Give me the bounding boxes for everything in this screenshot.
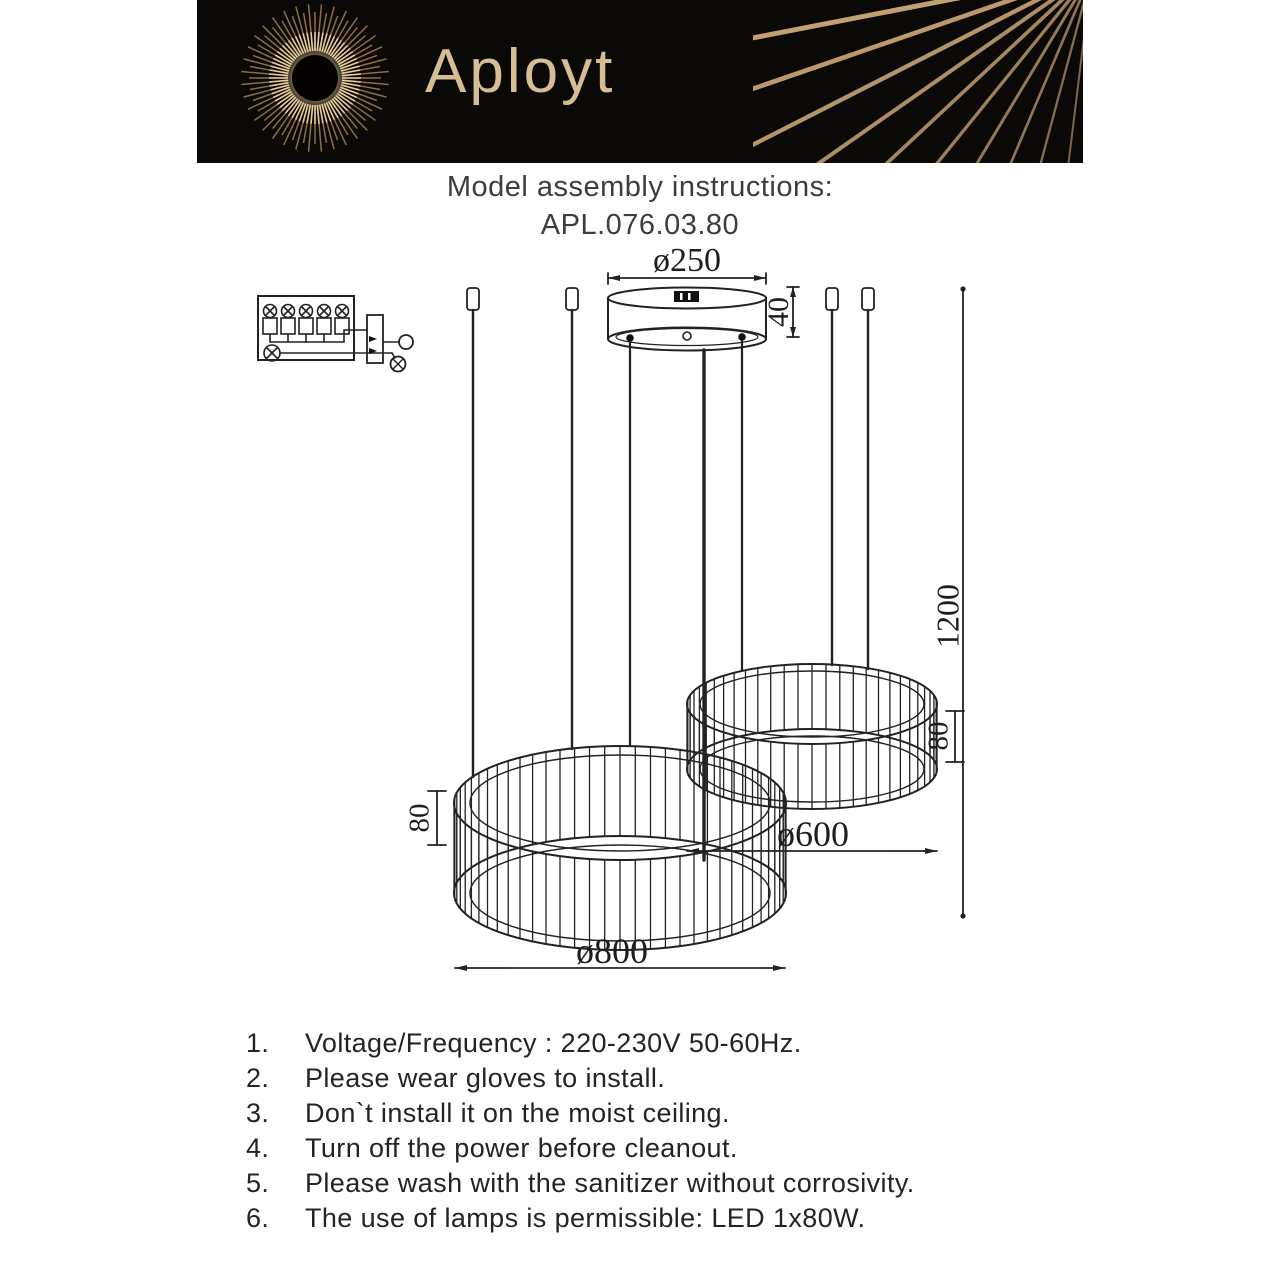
instructions-list	[0, 1026, 1280, 1236]
instruction-text: The use of lamps is permissible: LED 1x80W.	[305, 1203, 866, 1233]
model-number: APL.076.03.80	[540, 209, 740, 241]
page-title: Model assembly instructions:	[446, 171, 834, 203]
instruction-number: 3.	[246, 1098, 270, 1128]
dim-small-ring-height: 80	[922, 721, 955, 751]
instruction-number: 5.	[246, 1168, 270, 1198]
small-ring	[687, 664, 937, 809]
wiring-diagram	[258, 296, 413, 372]
dim-big-ring-height: 80	[403, 803, 436, 833]
dim-suspension-drop: 1200	[929, 584, 966, 648]
instruction-number: 2.	[246, 1063, 270, 1093]
instruction-text: Please wash with the sanitizer without corrosivity.	[305, 1168, 915, 1198]
instruction-text: Don`t install it on the moist ceiling.	[305, 1098, 730, 1128]
canopy-mount	[674, 291, 699, 302]
dim-big-ring-diameter: ø800	[576, 931, 648, 971]
suspension-cables	[467, 288, 874, 777]
instruction-item	[0, 1026, 1280, 1061]
dim-small-ring-diameter: ø600	[777, 814, 849, 854]
instruction-text: Turn off the power before cleanout.	[305, 1133, 738, 1163]
instruction-item	[0, 1096, 1280, 1131]
instruction-text: Voltage/Frequency : 220-230V 50-60Hz.	[305, 1028, 802, 1058]
instruction-number: 6.	[246, 1203, 270, 1233]
instruction-item	[0, 1201, 1280, 1236]
brand-name: Aployt	[425, 37, 616, 106]
instruction-item	[0, 1131, 1280, 1166]
big-ring	[454, 746, 786, 950]
instruction-text: Please wear gloves to install.	[305, 1063, 666, 1093]
instruction-number: 4.	[246, 1133, 270, 1163]
dim-canopy-diameter: ø250	[653, 242, 721, 279]
instruction-number: 1.	[246, 1028, 270, 1058]
instruction-item	[0, 1061, 1280, 1096]
dim-canopy-height: 40	[762, 297, 795, 327]
instruction-item	[0, 1166, 1280, 1201]
